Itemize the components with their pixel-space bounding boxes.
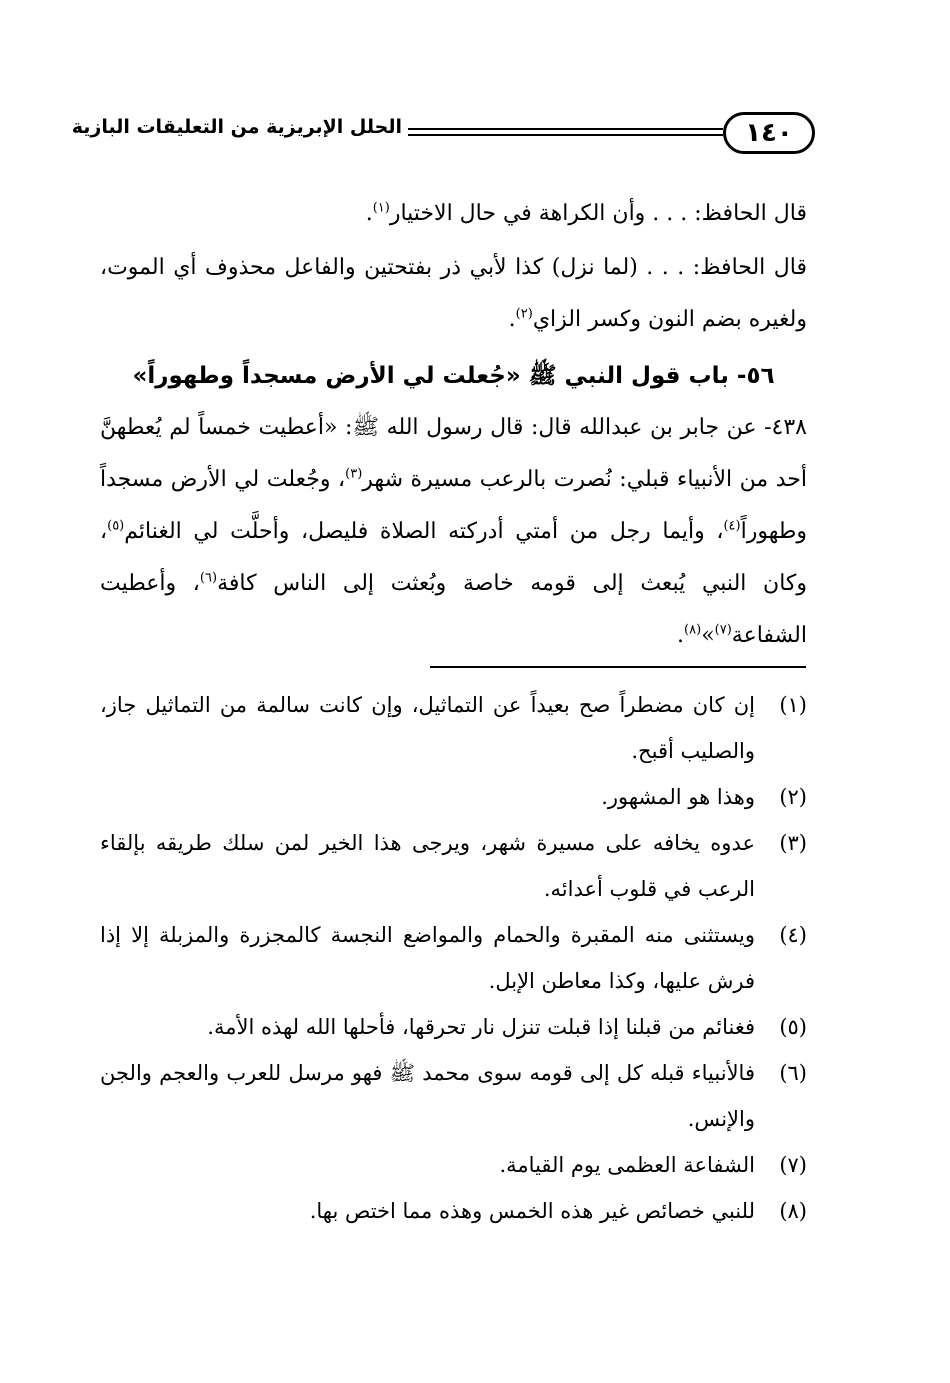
footnote-number: (٤) [779,923,807,947]
hadith-text: ، وأعطيت الشفاعة [100,571,807,648]
paragraph-text: قال الحافظ: . . . وأن الكراهة في حال الاختيار [389,201,807,226]
page-number: ١٤٠ [723,112,815,154]
footnote-text: فغنائم من قبلنا إذا قبلت تنزل نار تحرقها، فأحلها الله لهذه الأمة. [207,1015,755,1039]
paragraph-hafiz-2: قال الحافظ: . . . (لما نزل) كذا لأبي ذر بفتحتين والفاعل محذوف أي الموت، ولغيره بضم النون وكسر الزاي$^{(٢)}$. [100,255,807,332]
footnote [100,912,807,1004]
footnote [100,1050,807,1142]
paragraph-text: قال الحافظ: . . . (لما نزل) كذا لأبي ذر بفتحتين والفاعل محذوف أي الموت، ولغيره بضم النون وكسر الزاي [100,255,807,332]
chapter-heading: ٥٦- باب قول النبي ﷺ «جُعلت لي الأرض مسجداً وطهوراً» [132,363,775,389]
footnote [100,774,807,820]
hadith-text: . [677,623,685,648]
footnote-text: إن كان مضطراً صح بعيداً عن التماثيل، وإن كانت سالمة من التماثيل جاز، والصليب أقبح. [100,693,755,763]
hadith-text: ٤٣٨- عن جابر بن عبدالله قال: قال رسول الله ﷺ: «أعطيت خمساً لم يُعطهنَّ أحد من الأنبياء قبلي: نُصرت بالرعب مسيرة شهر [100,415,807,492]
footnote [100,682,807,774]
footnote-text: عدوه يخافه على مسيرة شهر، ويرجى هذا الخير لمن سلك طريقه بإلقاء الرعب في قلوب أعدائه. [100,831,755,901]
footnote-number: (٢) [779,785,807,809]
footnote-ref: (٢) [515,306,533,322]
footnote-number: (١) [779,693,807,717]
footnote-text: وهذا هو المشهور. [601,785,755,809]
footnote-text: ويستثنى منه المقبرة والحمام والمواضع النجسة كالمجزرة والمزبلة إلا إذا فرش عليها، وكذا معاطن الإبل. [100,923,755,993]
footnote-ref: (٨) [684,622,702,638]
paragraph-hafiz-1: قال الحافظ: . . . وأن الكراهة في حال الاختيار$^{(١)}$. [365,200,807,226]
footnote-ref: (٤) [723,518,741,534]
footnote-ref: (١) [372,200,390,216]
header-rule [408,128,723,136]
footnote-ref: (٦) [199,570,218,586]
footnotes [100,682,807,1234]
footnote-number: (٦) [779,1061,807,1085]
footnote-text: الشفاعة العظمى يوم القيامة. [499,1153,755,1177]
footnote-text: فالأنبياء قبله كل إلى قومه سوى محمد ﷺ فهو مرسل للعرب والعجم والجن والإنس. [100,1061,755,1131]
footnote-number: (٣) [779,831,807,855]
footnote [100,1188,807,1234]
footnote-ref: (٧) [714,622,732,638]
footnote [100,1142,807,1188]
hadith-paragraph [100,402,807,662]
footnote-separator [430,666,806,668]
footnote-ref: (٣) [345,466,363,482]
hadith-text: » [701,623,715,648]
hadith-text: ، وجُعلت لي الأرض مسجداً وطهوراً [100,467,807,544]
footnote-number: (٥) [779,1015,807,1039]
footnote-number: (٨) [779,1199,807,1223]
book-title: الحلل الإبريزية من التعليقات البازية [71,116,402,138]
page-header [71,110,815,160]
footnote [100,1004,807,1050]
footnote [100,820,807,912]
hadith-text: ، وأيما رجل من أمتي أدركته الصلاة فليصل، وأحلَّت لي الغنائم [124,519,724,544]
hadith-text: ، وكان النبي يُبعث إلى قومه خاصة وبُعثت إلى الناس كافة [100,519,808,596]
footnote-number: (٧) [779,1153,807,1177]
footnote-ref: (٥) [107,518,125,534]
footnote-text: للنبي خصائص غير هذه الخمس وهذه مما اختص بها. [309,1199,755,1223]
